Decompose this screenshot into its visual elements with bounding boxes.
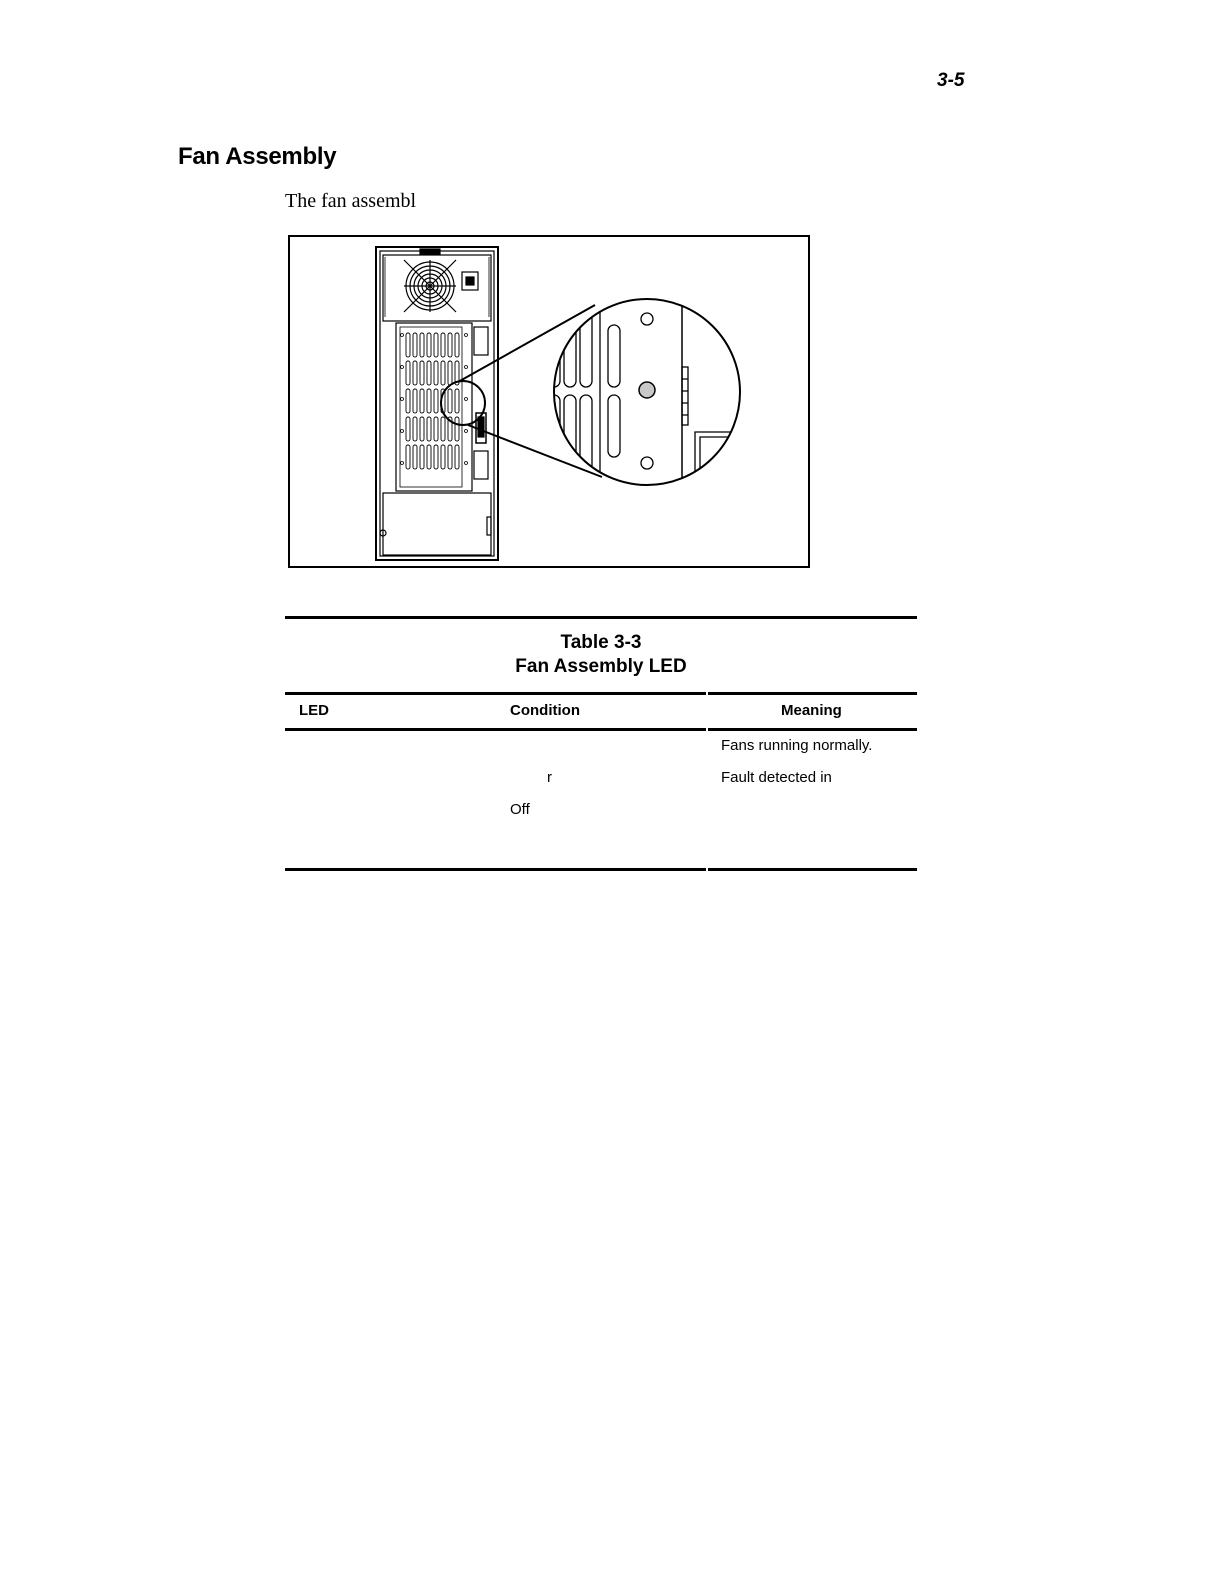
cell-meaning: Fans running normally. xyxy=(721,737,873,754)
psu-fan-grill-icon xyxy=(404,260,456,312)
chassis-outline xyxy=(376,247,498,560)
table-header-rule xyxy=(285,692,917,695)
table-header-bottom-rule xyxy=(285,728,917,731)
table-label: Table 3-3 xyxy=(560,632,642,653)
intro-paragraph: The fan assembl xyxy=(285,190,417,212)
cell-condition: Off xyxy=(510,801,530,818)
cell-meaning: Fault detected in xyxy=(721,769,832,786)
server-rear-illustration xyxy=(290,237,812,570)
section-heading: Fan Assembly xyxy=(178,143,337,170)
column-header-led: LED xyxy=(299,702,329,719)
table-title: Fan Assembly LED xyxy=(515,656,687,677)
column-header-meaning: Meaning xyxy=(781,702,842,719)
column-header-condition: Condition xyxy=(510,702,580,719)
fan-led-icon xyxy=(639,382,655,398)
cell-condition: r xyxy=(547,769,552,786)
fan-assembly-figure xyxy=(288,235,810,568)
vent-slots xyxy=(406,333,459,469)
table-bottom-rule xyxy=(285,868,917,871)
table-top-rule xyxy=(285,616,917,619)
page-number: 3-5 xyxy=(937,70,965,91)
